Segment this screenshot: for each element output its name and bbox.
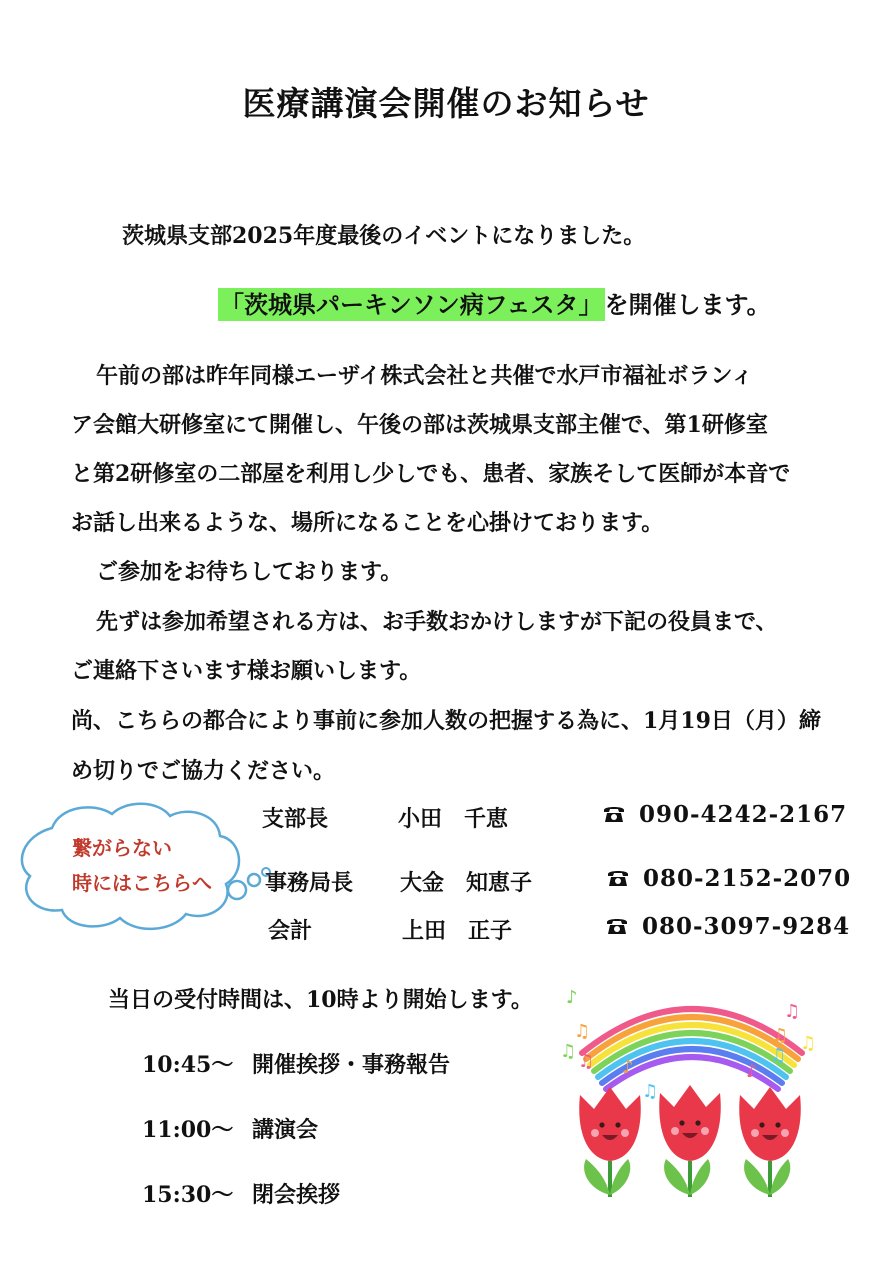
body-line-8: 尚、こちらの都合により事前に参加人数の把握する為に、1月19日（月）締 (71, 708, 821, 734)
svg-text:♪: ♪ (566, 987, 578, 1008)
event-name-highlight: 「茨城県パーキンソン病フェスタ」 (220, 290, 603, 319)
reception-text: 当日の受付時間は、10時より開始します。 (108, 987, 533, 1013)
page-title: 医療講演会開催のお知らせ (242, 84, 650, 123)
event-suffix: を開催します。 (604, 290, 771, 319)
svg-text:♫: ♫ (784, 1001, 801, 1022)
schedule-item-2: 講演会 (252, 1117, 319, 1143)
svg-text:♪: ♪ (746, 1061, 758, 1082)
svg-text:♪: ♪ (622, 1057, 634, 1078)
contact-name-2: 大金 知恵子 (400, 870, 533, 896)
tulip-icon (579, 1085, 801, 1197)
telephone-icon (607, 869, 629, 887)
schedule-time-2: 11:00～ (142, 1117, 234, 1143)
rainbow-tulips-illustration (552, 975, 832, 1205)
contact-role-2: 事務局長 (265, 870, 354, 896)
callout-line-2: 時にはこちらへ (72, 871, 212, 895)
svg-text:♫: ♫ (770, 1045, 787, 1066)
callout-line-1: 繋がらない (72, 836, 172, 860)
svg-text:♫: ♫ (560, 1041, 577, 1062)
svg-text:♫: ♫ (800, 1033, 817, 1054)
body-line-9: め切りでご協力ください。 (71, 758, 336, 784)
contact-name-3: 上田 正子 (402, 918, 513, 944)
contact-phone-number-3: 080-3097-9284 (642, 913, 851, 940)
music-note-icon (560, 987, 816, 1102)
body-line-1: 午前の部は昨年同様エーザイ株式会社と共催で水戸市福祉ボランィ (96, 363, 754, 389)
body-line-4: お話し出来るような、場所になることを心掛けております。 (71, 510, 664, 536)
rainbow-icon (582, 1009, 802, 1089)
body-line-6: 先ずは参加希望される方は、お手数おかけしますが下記の役員まで、 (96, 609, 778, 635)
body-line-2: ア会館大研修室にて開催し、午後の部は茨城県支部主催で、第1研修室 (71, 412, 768, 438)
telephone-icon (603, 805, 625, 823)
contact-role-3: 会計 (268, 918, 313, 944)
body-line-3: と第2研修室の二部屋を利用し少しでも、患者、家族そして医師が本音で (71, 461, 791, 487)
telephone-icon (606, 917, 628, 935)
intro-text: 茨城県支部2025年度最後のイベントになりました。 (122, 223, 646, 249)
contact-phone-number-1: 090-4242-2167 (639, 801, 848, 828)
svg-text:♫: ♫ (578, 1051, 595, 1072)
contact-role-1: 支部長 (262, 806, 329, 832)
schedule-item-1: 開催挨拶・事務報告 (252, 1052, 451, 1078)
contact-phone-2 (607, 865, 851, 892)
contact-phone-3 (606, 913, 850, 940)
contact-phone-1 (603, 801, 847, 828)
schedule-item-3: 閉会挨拶 (252, 1182, 341, 1208)
contact-phone-number-2: 080-2152-2070 (643, 865, 852, 892)
svg-text:♫: ♫ (642, 1081, 659, 1102)
schedule-time-3: 15:30～ (142, 1182, 234, 1208)
svg-text:♫: ♫ (772, 1025, 789, 1046)
event-line (218, 285, 771, 320)
body-line-7: ご連絡下さいます様お願いします。 (71, 658, 422, 684)
body-line-5: ご参加をお待ちしております。 (96, 559, 403, 585)
contact-name-1: 小田 千恵 (398, 806, 509, 832)
schedule-time-1: 10:45～ (142, 1052, 234, 1078)
svg-text:♫: ♫ (574, 1021, 591, 1042)
